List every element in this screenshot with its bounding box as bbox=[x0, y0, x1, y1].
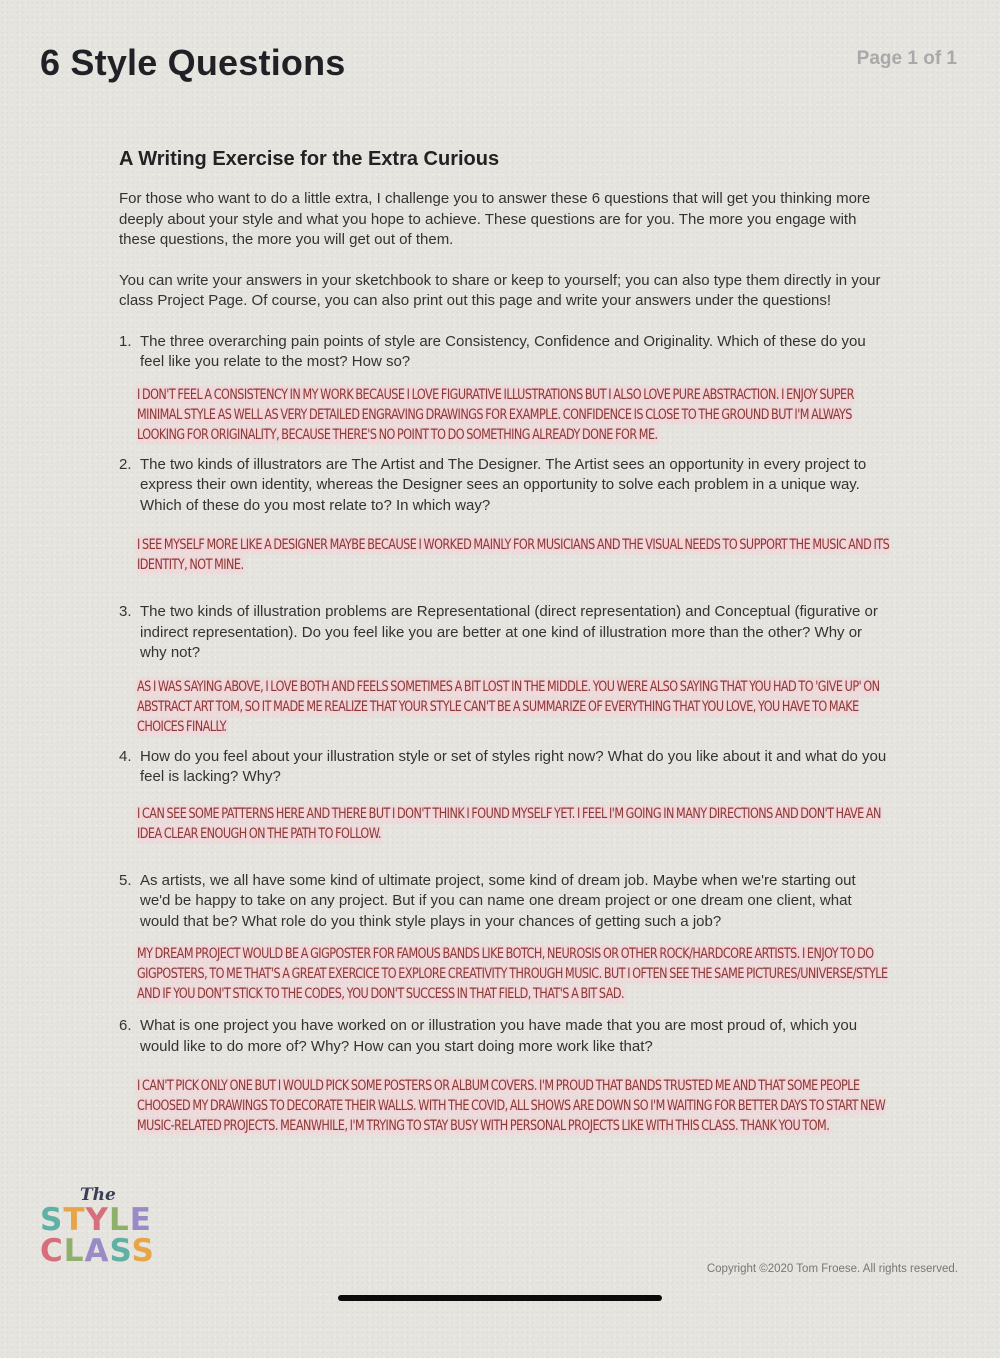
logo-letter: Y bbox=[85, 1202, 109, 1238]
question-item bbox=[119, 747, 889, 844]
page-indicator: Page 1 of 1 bbox=[856, 48, 957, 69]
handwritten-answer bbox=[137, 1076, 894, 1136]
style-class-logo bbox=[40, 1185, 170, 1267]
question-text: How do you feel about your illustration style or set of styles right now? What do you like about it and what do you feel is lacking? Why? bbox=[140, 747, 887, 785]
question-number: 4. bbox=[119, 747, 132, 765]
question-number: 3. bbox=[119, 603, 132, 620]
handwritten-answer bbox=[137, 804, 894, 844]
question-number: 2. bbox=[119, 455, 132, 473]
answer-text: MY DREAM PROJECT WOULD BE A GIGPOSTER FOR FAMOUS BANDS LIKE BOTCH, NEUROSIS OR OTHER ROCK/HARDCORE ARTISTS. I ENJOY TO DO GIGPOSTERS, TO ME THAT'S A GREAT EXERCICE TO EXPLORE CREATIVITY THROUGH MUSIC. BUT I OFTEN SEE THE SAME PICTURES/UNIVERSE/STYLE AND IF YOU DON'T STICK TO THE CODES, YOU DON'T SUCCESS IN THAT FIELD, THAT'S A BIT SAD. bbox=[137, 946, 888, 1002]
question-list bbox=[119, 332, 889, 1137]
intro-paragraph-1: For those who want to do a little extra, I challenge you to answer these 6 questions that will get you thinking more deeply about your style and what you hope to achieve. These questions are for you. The more you engage with these questions, the more you will get out of them. bbox=[119, 190, 871, 248]
answer-text: AS I WAS SAYING ABOVE, I LOVE BOTH AND FEELS SOMETIMES A BIT LOST IN THE MIDDLE. YOU WERE ALSO SAYING THAT YOU HAD TO 'GIVE UP' ON ABSTRACT ART TOM, SO IT MADE ME REALIZE THAT YOUR STYLE CAN'T BE A SUMMARIZE OF EVERYTHING THAT YOU LOVE, YOU HAVE TO MAKE CHOICES FINALLY. bbox=[137, 678, 880, 735]
logo-letter: S bbox=[40, 1202, 64, 1238]
logo-letter: L bbox=[63, 1233, 85, 1269]
logo-line-style bbox=[40, 1202, 170, 1238]
question-text: The two kinds of illustrators are The Artist and The Designer. The Artist sees an opportunity in every project to express their own identity, whereas the Designer sees an opportunity to solve each problem in a unique way. Which of these do you most relate to? In which way? bbox=[140, 455, 867, 514]
question-item bbox=[119, 455, 889, 576]
logo-letter: C bbox=[40, 1233, 64, 1269]
answer-text: I DON'T FEEL A CONSISTENCY IN MY WORK BECAUSE I LOVE FIGURATIVE ILLUSTRATIONS BUT I ALSO LOVE PURE ABSTRACTION. I ENJOY SUPER MINIMAL STYLE AS WELL AS VERY DETAILED ENGRAVING DRAWINGS FOR EXAMPLE. CONFIDENCE IS CLOSE TO THE GROUND BUT I'M ALWAYS LOOKING FOR ORIGINALITY, BECAUSE THERE'S NO POINT TO DO SOMETHING ALREADY DONE FOR ME. bbox=[137, 386, 854, 443]
handwritten-answer bbox=[137, 677, 894, 737]
question-item bbox=[119, 1016, 889, 1136]
question-item bbox=[119, 871, 889, 1005]
home-indicator-bar[interactable] bbox=[338, 1295, 662, 1301]
handwritten-answer bbox=[137, 944, 894, 1004]
question-number: 6. bbox=[119, 1017, 132, 1034]
question-text: The three overarching pain points of style are Consistency, Confidence and Originality. Which of these do you feel like you relate to the most? How so? bbox=[140, 332, 866, 370]
answer-text: I SEE MYSELF MORE LIKE A DESIGNER MAYBE BECAUSE I WORKED MAINLY FOR MUSICIANS AND THE VISUAL NEEDS TO SUPPORT THE MUSIC AND ITS IDENTITY, NOT MINE. bbox=[137, 537, 890, 573]
logo-line-class bbox=[40, 1233, 170, 1269]
answer-text: I CAN SEE SOME PATTERNS HERE AND THERE BUT I DON'T THINK I FOUND MYSELF YET. I FEEL I'M GOING IN MANY DIRECTIONS AND DON'T HAVE AN IDEA CLEAR ENOUGH ON THE PATH TO FOLLOW. bbox=[137, 805, 881, 842]
copyright-notice: Copyright ©2020 Tom Froese. All rights reserved. bbox=[706, 1263, 958, 1275]
logo-letter: L bbox=[108, 1202, 130, 1238]
question-text: The two kinds of illustration problems are Representational (direct representation) and Conceptual (figurative or indirect representation). Do you feel like you are better at one kind of illustration more than the other? Why or why not? bbox=[140, 603, 878, 661]
logo-the: The bbox=[80, 1185, 116, 1205]
intro-paragraph-2: You can write your answers in your sketchbook to share or keep to yourself; you can also type them directly in your class Project Page. Of course, you can also print out this page and write your answers under the questions! bbox=[119, 271, 881, 309]
logo-letter: S bbox=[109, 1233, 132, 1269]
question-number: 1. bbox=[119, 332, 132, 350]
document-body bbox=[119, 148, 889, 1136]
question-item bbox=[119, 332, 889, 445]
question-item bbox=[119, 602, 889, 737]
section-heading: A Writing Exercise for the Extra Curious bbox=[119, 148, 500, 170]
question-number: 5. bbox=[119, 871, 132, 889]
question-text: What is one project you have worked on or illustration you have made that you are most proud of, which you would like to do more of? Why? How can you start doing more work like that? bbox=[140, 1017, 858, 1055]
logo-letter: A bbox=[84, 1233, 110, 1269]
handwritten-answer bbox=[137, 535, 894, 575]
logo-letter: S bbox=[131, 1233, 155, 1269]
answer-text: I CAN'T PICK ONLY ONE BUT I WOULD PICK SOME POSTERS OR ALBUM COVERS. I'M PROUD THAT BANDS TRUSTED ME AND THAT SOME PEOPLE CHOOSED MY DRAWINGS TO DECORATE THEIR WALLS. WITH THE COVID, ALL SHOWS ARE DOWN SO I'M WAITING FOR BETTER DAYS TO START NEW MUSIC-RELATED PROJECTS. MEANWHILE, I'M TRYING TO STAY BUSY WITH PERSONAL PROJECTS LIKE WITH THIS CLASS. THANK YOU TOM. bbox=[137, 1078, 886, 1134]
handwritten-answer bbox=[137, 385, 894, 445]
logo-letter: T bbox=[63, 1202, 86, 1238]
document-title: 6 Style Questions bbox=[40, 42, 346, 83]
question-text: As artists, we all have some kind of ultimate project, some kind of dream job. Maybe when we're starting out we'd be happy to take on any project. But if you can name one dream project or one dream one client, what would that be? What role do you think style plays in your chances of getting such a job? bbox=[140, 871, 856, 930]
logo-letter: E bbox=[129, 1202, 152, 1238]
